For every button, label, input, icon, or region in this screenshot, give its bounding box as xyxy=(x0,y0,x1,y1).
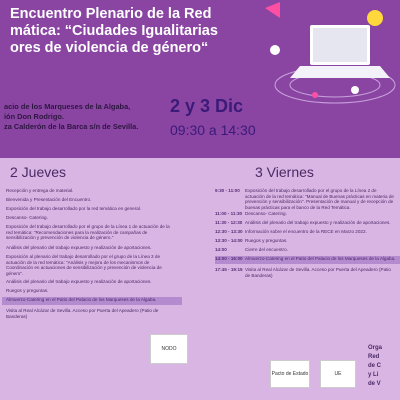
logo-nodo: NODO xyxy=(150,334,188,364)
list-item: 9:30 - 11:00 Exposición del trabajo desarrollado por el grupo de la Línea 2 de actuación de la red temática: "Manual de Buenas prácticas en materia de prevención y sensibilización". Presentación de manual y de recepción de buenas prácticas para el banco de la Red Temática. xyxy=(215,188,394,210)
illustration xyxy=(255,0,400,110)
list-item: 17:45 - 19:15 Visita al Real Alcázar de Sevilla. Acceso por Puerta del Apeadero (Patio de Banderas) xyxy=(215,267,391,278)
org-line: Red xyxy=(368,354,380,360)
event-dates: 2 y 3 Dic xyxy=(170,96,244,116)
list-item: Visita al Real Alcázar de Sevilla. Acceso por Puerta del Apeadero (Patio de Banderas) xyxy=(6,308,159,319)
header-banner xyxy=(0,0,400,158)
title-line-1: Encuentro Plenario de la Red xyxy=(10,6,212,22)
title-line-3: ores de violencia de género“ xyxy=(10,40,209,56)
list-item: Análisis del plenario del trabajo expuesto y realización de aportaciones. xyxy=(6,279,152,284)
venue-line-3: za Calderón de la Barca s/n de Sevilla. xyxy=(4,122,139,131)
venue-line-1: acio de los Marqueses de la Algaba, xyxy=(4,102,131,111)
day2-schedule xyxy=(215,188,400,282)
logo-pacto-estado: Pacto de Estado xyxy=(270,360,310,388)
list-item: Descanso- Catering. xyxy=(6,215,48,220)
organizer-block xyxy=(368,344,382,389)
event-time: 09:30 a 14:30 xyxy=(170,122,256,138)
list-item: Análisis del plenario del trabajo expuesto y realización de aportaciones. xyxy=(6,245,152,250)
day1-title: 2 Jueves xyxy=(10,164,67,180)
day1-schedule xyxy=(2,188,182,323)
list-item: Exposición al plenario del trabajo desarrollado por el grupo de la Línea 3 de actuación de la red temática: "Análisis y mejora de los mecanismos de Coordinación en actuaciones de sensibilización y prevención de violencia de género". xyxy=(6,254,162,276)
venue-line-2: ión Don Rodrigo. xyxy=(4,112,64,121)
venue xyxy=(4,102,138,132)
list-item: Bienvenida y Presentación del Encuentro. xyxy=(6,197,92,202)
list-item: 11:30 - 12:30 Análisis del plenario del trabajo expuesto y realización de aportaciones. xyxy=(215,220,391,225)
list-item: Exposición del trabajo desarrollado por la red temática en general. xyxy=(6,206,142,211)
day2-title: 3 Viernes xyxy=(255,164,314,180)
title-line-2: mática: “Ciudades Igualitarias xyxy=(10,23,218,39)
list-item: 14:00 Cierre del encuentro. xyxy=(215,247,288,252)
list-item-highlight: Almuerzo-Catering en el Patio del Palacio de los Marqueses de la Algaba. xyxy=(2,297,182,305)
sponsor-logos xyxy=(150,330,400,400)
event-title xyxy=(10,6,260,57)
org-line: de V xyxy=(368,381,381,387)
org-line: de C xyxy=(368,363,382,369)
list-item: 13:30 - 14:00 Ruegos y preguntas. xyxy=(215,238,288,243)
list-item: 12:30 - 13:30 Información sobre el encuentro de la RECE en Marzo 2022. xyxy=(215,229,367,234)
list-item: Ruegos y preguntas. xyxy=(6,288,49,293)
list-item: 11:00 - 11:30 Descanso- Catering. xyxy=(215,211,287,216)
list-item-highlight: 14:00 - 16:00 Almuerzo-Catering en el Patio del Palacio de los Marqueses de la Algaba. xyxy=(215,256,400,264)
list-item: Recepción y entrega de material. xyxy=(6,188,74,193)
logo-ue: UE xyxy=(320,360,356,388)
list-item: Exposición del trabajo desarrollado por el grupo de la Línea 1 de actuación de la red temática: "Recomendaciones para la realización de campañas de sensibilización y prevención de violencia de género." xyxy=(6,224,170,240)
org-line: y Li xyxy=(368,372,379,378)
org-line: Orga xyxy=(368,345,383,351)
